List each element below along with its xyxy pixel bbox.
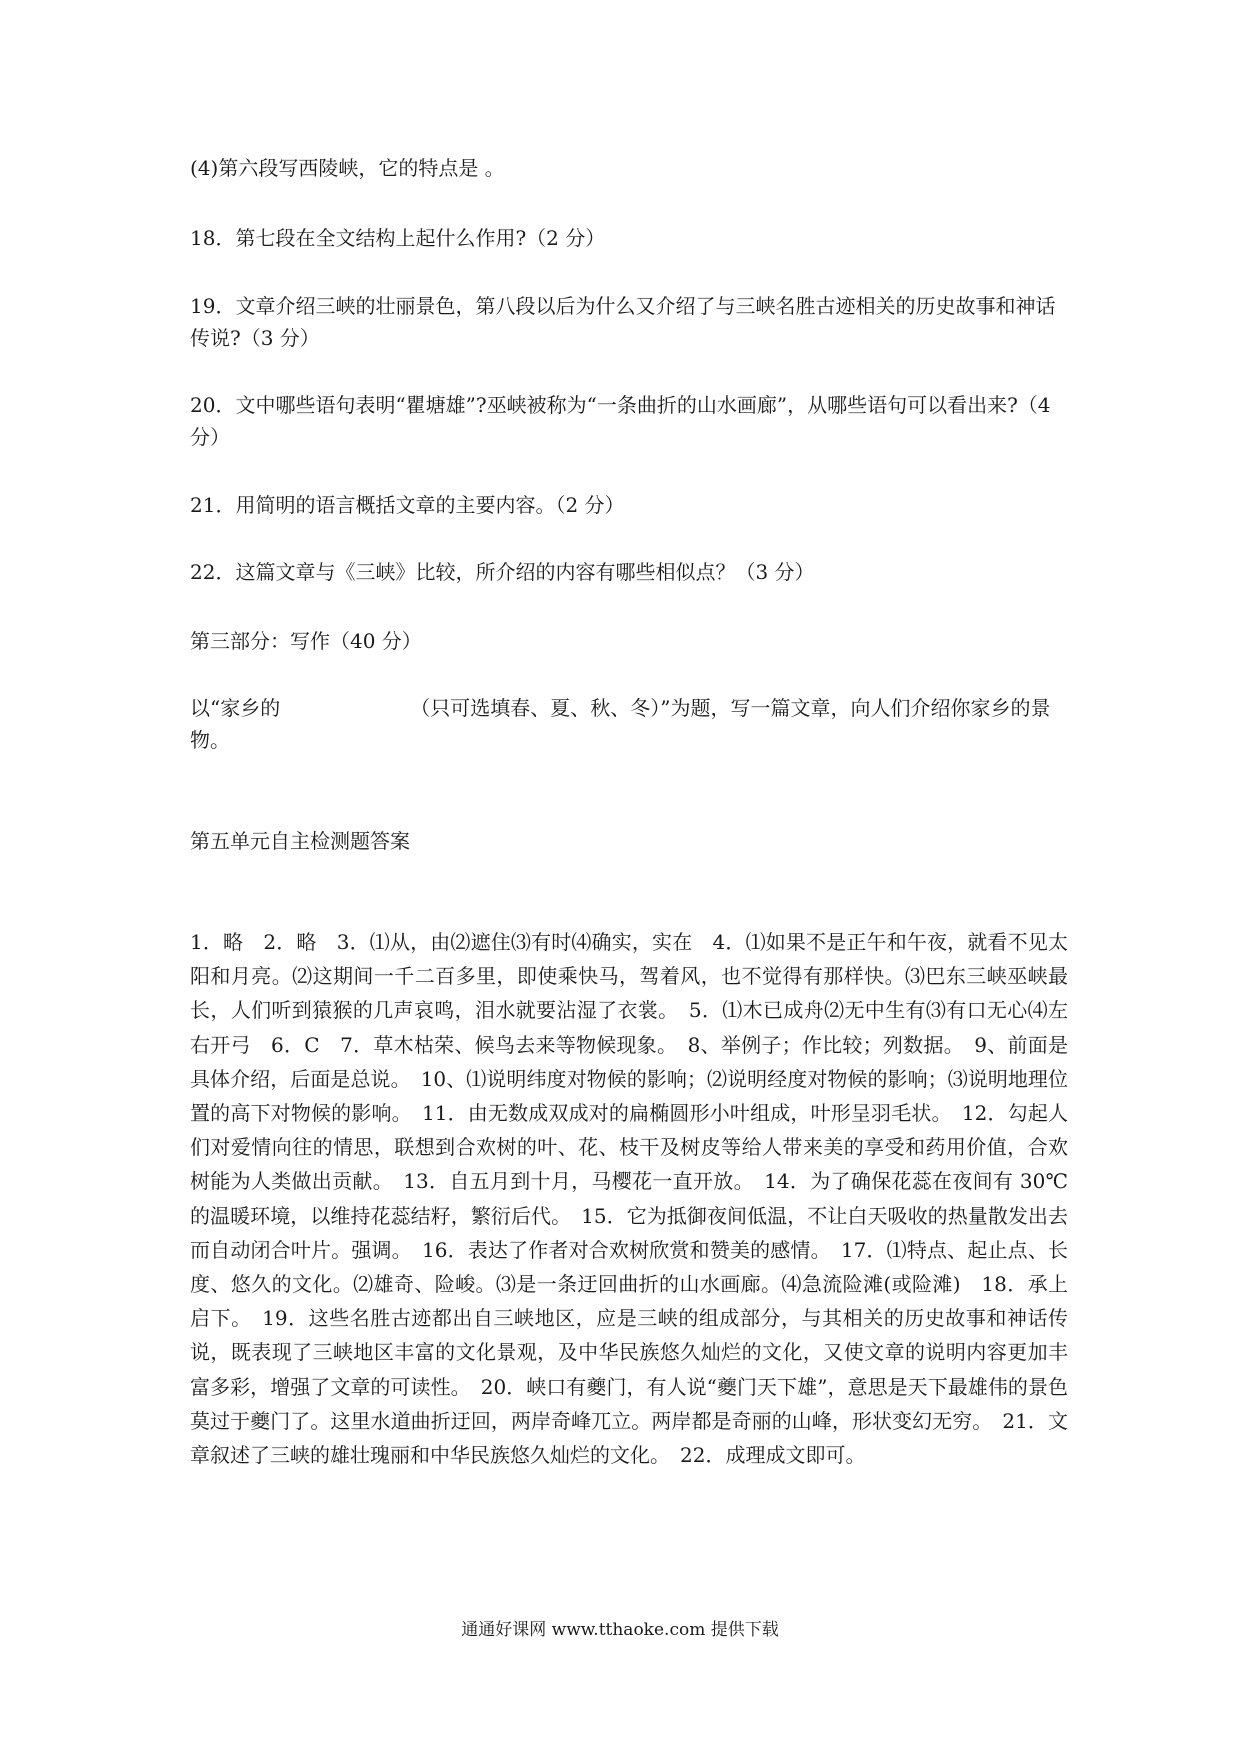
writing-section-title: 第三部分：写作（40 分） (190, 629, 422, 653)
footer-credit: 通通好课网 www.tthaoke.com 提供下载 (461, 1620, 779, 1640)
question-18: 18．第七段在全文结构上起什么作用?（2 分） (190, 226, 606, 250)
writing-prompt-end: （只可选填春、夏、秋、冬）”为题，写一篇文章，向人们介绍你家乡的景物。 (190, 696, 1051, 752)
question-20: 20．文中哪些语句表明“瞿塘雄”?巫峡被称为“一条曲折的山水画廊”，从哪些语句可以看出来?（4 分） (190, 393, 1051, 449)
writing-prompt (190, 692, 1065, 756)
answer-key-body: 1．略 2．略 3．⑴从，由⑵遮住⑶有时⑷确实，实在 4．⑴如果不是正午和午夜，就看不见太阳和月亮。⑵这期间一千二百多里，即使乘快马，驾着风，也不觉得有那样快。⑶巴东三峡巫峡最长，人们听到猿猴的几声哀鸣，泪水就要沾湿了衣裳。 5．⑴木已成舟⑵无中生有⑶有口无心⑷左右开弓 6．C 7．草木枯荣、候鸟去来等物候现象。 8、举例子；作比较；列数据。 9、前面是具体介绍，后面是总说。 10、⑴说明纬度对物候的影响；⑵说明经度对物候的影响；⑶说明地理位置的高下对物候的影响。 11．由无数成双成对的扁椭圆形小叶组成，叶形呈羽毛状。 12．勾起人们对爱情向往的情思，联想到合欢树的叶、花、枝干及树皮等给人带来美的享受和药用价值，合欢树能为人类做出贡献。 13．自五月到十月，马樱花一直开放。 14．为了确保花蕊在夜间有 30℃的温暖环境，以维持花蕊结籽，繁衍后代。 15．它为抵御夜间低温，不让白天吸收的热量散发出去而自动闭合叶片。强调。 16．表达了作者对合欢树欣赏和赞美的感情。 17．⑴特点、起止点、长度、悠久的文化。⑵雄奇、险峻。⑶是一条迂回曲折的山水画廊。⑷急流险滩(或险滩) 18．承上启下。 19．这些名胜古迹都出自三峡地区，应是三峡的组成部分，与其相关的历史故事和神话传说，既表现了三峡地区丰富的文化景观，及中华民族悠久灿烂的文化，又使文章的说明内容更加丰富多彩，增强了文章的可读性。 20．峡口有夔门，有人说“夔门天下雄”，意思是天下最雄伟的景色莫过于夔门了。这里水道曲折迂回，两岸奇峰兀立。两岸都是奇丽的山峰，形状变幻无穷。 21．文章叙述了三峡的雄壮瑰丽和中华民族悠久灿烂的文化。 22．成理成文即可。 (190, 930, 1068, 1468)
question-22: 22．这篇文章与《三峡》比较，所介绍的内容有哪些相似点？（3 分） (190, 560, 815, 584)
question-17-4: (4)第六段写西陵峡，它的特点是 。 (190, 156, 505, 180)
question-21: 21．用简明的语言概括文章的主要内容。（2 分） (190, 493, 625, 517)
answer-key-title: 第五单元自主检测题答案 (190, 829, 410, 853)
question-19: 19．文章介绍三峡的壮丽景色，第八段以后为什么又介绍了与三峡名胜古迹相关的历史故事和神话传说?（3 分） (190, 294, 1056, 350)
writing-prompt-start: 以“家乡的 (190, 696, 281, 720)
